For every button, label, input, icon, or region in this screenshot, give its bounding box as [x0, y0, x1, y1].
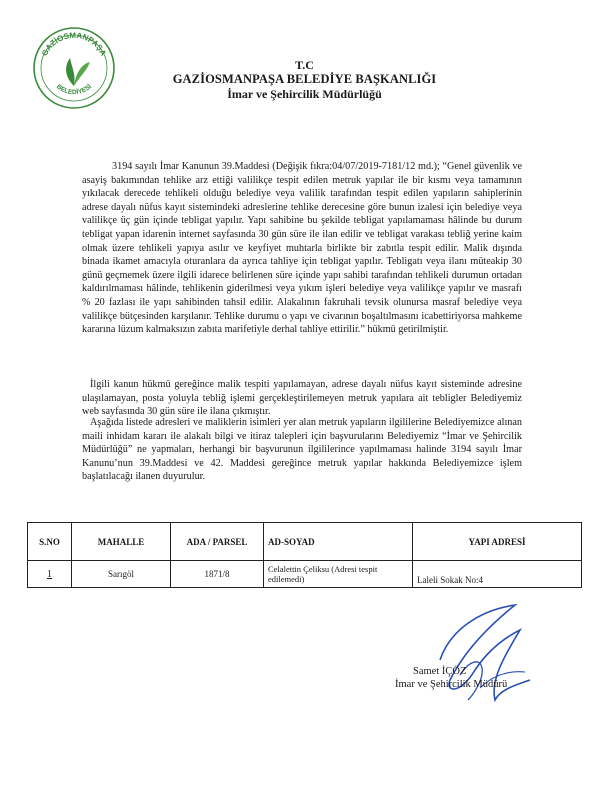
svg-text:GAZİOSMANPAŞA: GAZİOSMANPAŞA [39, 30, 109, 58]
paragraph-announcement: Aşağıda listede adresleri ve maliklerin isimleri yer alan metruk yapıların ilgililerine Belediyemizce alınan maili inhidam kararı ile alakalı bilgi ve itiraz talepleri için başvurularını Belediyemiz “İmar ve Şehircilik Müdürlüğü” ne yapmaları, herhangi bir başvurunun ilgililerince yapılmaması halinde 3194 sayılı İmar Kanunu’nun 39.Maddesi ve 42. Maddesi gereğince metruk yapılar hakkında Belediyemizce işlem başlatılacağı ilanen duyurulur. [82, 417, 522, 483]
signature-scribble [420, 600, 540, 710]
cell-ad-soyad: Celalettin Çeliksu (Adresi tespit edilemedi) [264, 561, 413, 588]
structures-table [27, 522, 582, 588]
header-sno: S.NO [28, 523, 72, 561]
signature-block [395, 665, 507, 691]
cell-ada-parsel: 1871/8 [171, 561, 264, 588]
header-municipality: GAZİOSMANPAŞA BELEDİYE BAŞKANLIĞI [172, 72, 437, 86]
header-ad-soyad: AD-SOYAD [264, 523, 413, 561]
signer-name: Samet İÇÖZ [413, 666, 467, 677]
header-directorate: İmar ve Şehircilik Müdürlüğü [227, 87, 382, 101]
table-row [28, 561, 582, 588]
table-header-row [28, 523, 582, 561]
header-yapi-adresi: YAPI ADRESİ [413, 523, 582, 561]
header-ada-parsel: ADA / PARSEL [171, 523, 264, 561]
cell-yapi-adresi: Laleli Sokak No:4 [413, 561, 582, 588]
paragraph-law: 3194 sayılı İmar Kanunun 39.Maddesi (Değişik fıkra:04/07/2019-7181/12 md.); “Genel güvenlik ve asayiş bakımından tehlike arz ettiği valilikçe tespit edilen metruk yapılar ile bir kısmı veya tamamının yıkılacak derecede tehlikeli olduğu belediye veya valilik tarafından tespit edilen yapıların sahiplerinin adrese dayalı nüfus kayıt sistemindeki adreslerine tehlike derecesine göre bunun izalesi için belediye veya valilikçe üç gün içinde tebligat yapılır. Yapı sahibine bu şekilde tebligat yapılamaması hâlinde bu durum tebligat yapan idarenin internet sayfasında 30 gün süre ile ilan edilir ve tebligat varakası tebliğ yerine kaim olmak üzere tehlikeli yapıya asılır ve keyfiyet muhtarla birlikte bir zabıtla tespit edilir. Malik dışında binada ikamet amacıyla oturanlara da ayrıca tahliye için tebligat yapılır. Tebligatı veya ilanı müteakip 30 günü geçmemek üzere ilgili idarece belirlenen süre içinde yapı sahibi tarafından tehlikeli durumun ortadan kaldırılmaması hâlinde, tehlikenin giderilmesi veya yıkım işleri belediye veya valilikçe yapılır ve masrafı % 20 fazlası ile yapı sahibinden tahsil edilir. Alakalının fakruhali tevsik olunursa masraf belediye veya valilikçe bütçesinden karşılanır. Tehlike durumu o yapı ve civarının boşaltılmasını icabettiriyorsa mahkeme kararına lüzum kalmaksızın zabıta marifetiyle derhal tahliye ettirilir.” hükmü getirilmiştir. [82, 161, 522, 336]
signer-title: İmar ve Şehircilik Müdürü [395, 679, 508, 690]
svg-text:BELEDİYESİ: BELEDİYESİ [54, 83, 94, 97]
cell-mahalle: Sarıgöl [72, 561, 171, 588]
header-tc: T.C [295, 58, 314, 72]
header-mahalle: MAHALLE [72, 523, 171, 561]
paragraph-notice: İlgili kanun hükmü gereğince malik tespiti yapılamayan, adrese dayalı nüfus kayıt sisteminde adresine ulaşılamayan, posta yoluyla tebliğ işlemi gerçekleştirilemeyen metruk yapılara ait tebligler Belediyemiz web sayfasında 30 gün süre ile ilana çıkmıştır. [82, 379, 522, 418]
cell-sno: 1 [28, 561, 72, 588]
